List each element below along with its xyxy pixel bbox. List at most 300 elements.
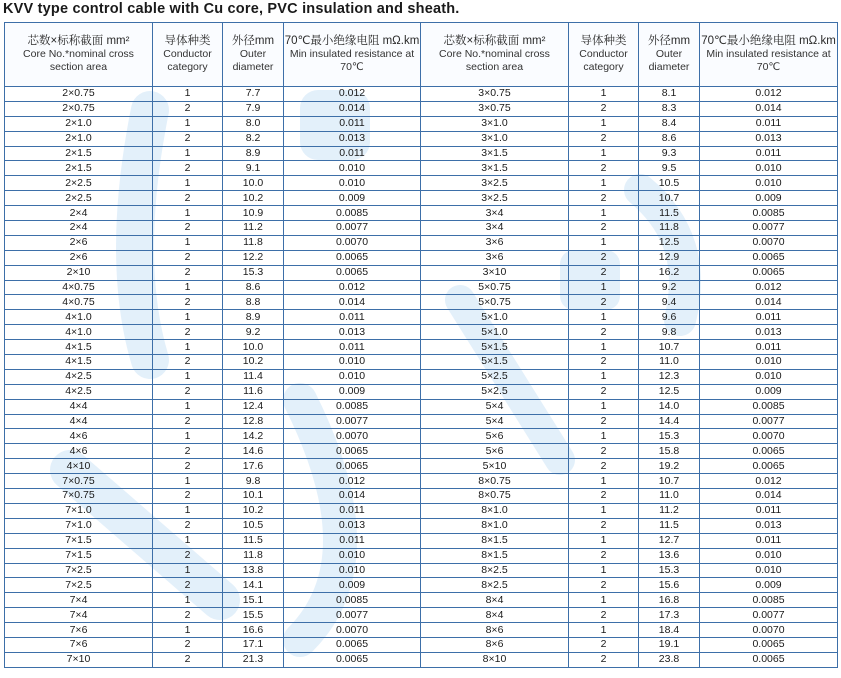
table-cell: 0.0065 (284, 637, 421, 652)
table-cell: 15.5 (223, 608, 284, 623)
table-cell: 1 (569, 369, 639, 384)
table-cell: 0.0065 (700, 250, 838, 265)
table-cell: 2×2.5 (5, 176, 153, 191)
table-body (5, 87, 838, 668)
table-cell: 4×4 (5, 414, 153, 429)
table-cell: 0.011 (284, 533, 421, 548)
table-cell: 1 (569, 87, 639, 102)
table-cell: 2 (153, 265, 223, 280)
table-cell: 13.6 (639, 548, 700, 563)
column-header-zh: 芯数×标称截面 mm² (27, 35, 130, 47)
table-cell: 0.010 (700, 161, 838, 176)
table-cell: 7.9 (223, 101, 284, 116)
table-row (5, 414, 838, 429)
table-cell: 0.0070 (700, 235, 838, 250)
table-cell: 19.2 (639, 459, 700, 474)
table-cell: 14.6 (223, 444, 284, 459)
table-cell: 7×4 (5, 593, 153, 608)
table-cell: 7×1.5 (5, 533, 153, 548)
table-cell: 8.4 (639, 116, 700, 131)
table-cell: 2 (569, 265, 639, 280)
table-cell: 8.9 (223, 310, 284, 325)
table-cell: 0.010 (700, 369, 838, 384)
table-cell: 11.8 (223, 235, 284, 250)
table-cell: 0.0077 (700, 414, 838, 429)
table-cell: 7×0.75 (5, 489, 153, 504)
table-row (5, 533, 838, 548)
table-cell: 3×10 (421, 265, 569, 280)
table-cell: 16.6 (223, 623, 284, 638)
table-row (5, 623, 838, 638)
table-cell: 5×4 (421, 414, 569, 429)
table-cell: 11.2 (223, 221, 284, 236)
table-cell: 0.010 (284, 355, 421, 370)
table-cell: 11.8 (639, 221, 700, 236)
table-cell: 11.8 (223, 548, 284, 563)
table-cell: 1 (153, 369, 223, 384)
table-cell: 0.009 (700, 578, 838, 593)
table-cell: 2 (569, 414, 639, 429)
table-cell: 0.011 (284, 310, 421, 325)
table-cell: 9.2 (223, 325, 284, 340)
table-cell: 4×1.5 (5, 355, 153, 370)
table-cell: 10.2 (223, 191, 284, 206)
table-row (5, 369, 838, 384)
table-cell: 3×2.5 (421, 191, 569, 206)
table-cell: 2 (153, 608, 223, 623)
table-cell: 0.012 (700, 474, 838, 489)
table-cell: 1 (153, 503, 223, 518)
table-cell: 0.009 (284, 191, 421, 206)
table-row (5, 310, 838, 325)
table-cell: 0.0077 (284, 608, 421, 623)
table-cell: 1 (569, 429, 639, 444)
table-cell: 14.2 (223, 429, 284, 444)
table-row (5, 578, 838, 593)
table-cell: 1 (153, 116, 223, 131)
table-cell: 1 (153, 340, 223, 355)
column-header-zh: 外径mm (231, 35, 275, 47)
table-cell: 10.5 (223, 518, 284, 533)
table-cell: 3×0.75 (421, 87, 569, 102)
table-row (5, 250, 838, 265)
table-cell: 15.3 (639, 429, 700, 444)
table-cell: 1 (153, 533, 223, 548)
table-cell: 2×1.0 (5, 131, 153, 146)
table-cell: 1 (569, 593, 639, 608)
table-cell: 10.7 (639, 340, 700, 355)
table-cell: 0.011 (700, 116, 838, 131)
table-cell: 21.3 (223, 652, 284, 667)
table-cell: 0.010 (284, 176, 421, 191)
table-cell: 15.6 (639, 578, 700, 593)
table-cell: 10.2 (223, 355, 284, 370)
table-cell: 2 (569, 608, 639, 623)
table-cell: 1 (153, 235, 223, 250)
table-cell: 2×10 (5, 265, 153, 280)
table-cell: 10.7 (639, 474, 700, 489)
table-cell: 5×0.75 (421, 280, 569, 295)
table-cell: 0.010 (700, 176, 838, 191)
column-header (153, 23, 223, 87)
table-cell: 11.0 (639, 489, 700, 504)
table-cell: 8.2 (223, 131, 284, 146)
table-cell: 0.0070 (700, 429, 838, 444)
table-cell: 5×6 (421, 444, 569, 459)
table-cell: 3×1.0 (421, 131, 569, 146)
table-cell: 10.7 (639, 191, 700, 206)
table-cell: 10.2 (223, 503, 284, 518)
table-cell: 5×0.75 (421, 295, 569, 310)
table-cell: 11.2 (639, 503, 700, 518)
table-cell: 14.0 (639, 399, 700, 414)
table-cell: 12.7 (639, 533, 700, 548)
column-header (223, 23, 284, 87)
table-cell: 0.012 (284, 280, 421, 295)
column-header-zh: 导体种类 (164, 35, 211, 47)
table-cell: 0.0085 (284, 399, 421, 414)
table-cell: 0.014 (700, 489, 838, 504)
table-row (5, 101, 838, 116)
table-cell: 11.5 (639, 518, 700, 533)
table-cell: 8.6 (223, 280, 284, 295)
table-cell: 15.3 (223, 265, 284, 280)
table-cell: 2 (153, 191, 223, 206)
table-row (5, 563, 838, 578)
table-cell: 8×1.0 (421, 518, 569, 533)
table-cell: 10.1 (223, 489, 284, 504)
table-row (5, 146, 838, 161)
table-cell: 0.0065 (284, 444, 421, 459)
column-header-en: Core No.*nominal cross section area (439, 48, 550, 73)
column-header (569, 23, 639, 87)
table-cell: 9.3 (639, 146, 700, 161)
table-cell: 0.011 (700, 533, 838, 548)
table-cell: 23.8 (639, 652, 700, 667)
table-cell: 2 (569, 518, 639, 533)
table-cell: 5×1.5 (421, 355, 569, 370)
column-header-en: Outer diameter (232, 48, 274, 73)
table-cell: 10.0 (223, 340, 284, 355)
table-cell: 4×4 (5, 399, 153, 414)
table-cell: 2 (569, 548, 639, 563)
table-cell: 0.012 (284, 474, 421, 489)
table-cell: 2 (153, 518, 223, 533)
table-cell: 2×6 (5, 235, 153, 250)
table-cell: 15.1 (223, 593, 284, 608)
table-cell: 2 (153, 444, 223, 459)
table-cell: 2 (153, 295, 223, 310)
table-row (5, 295, 838, 310)
table-cell: 1 (153, 563, 223, 578)
table-cell: 11.0 (639, 355, 700, 370)
table-cell: 9.6 (639, 310, 700, 325)
table-cell: 5×2.5 (421, 369, 569, 384)
table-row (5, 637, 838, 652)
table-cell: 1 (153, 87, 223, 102)
table-cell: 9.5 (639, 161, 700, 176)
table-row (5, 131, 838, 146)
table-cell: 0.011 (700, 503, 838, 518)
table-cell: 0.013 (284, 518, 421, 533)
table-cell: 2 (569, 637, 639, 652)
table-cell: 18.4 (639, 623, 700, 638)
table-cell: 1 (153, 146, 223, 161)
table-cell: 7×6 (5, 623, 153, 638)
table-cell: 7×1.0 (5, 503, 153, 518)
table-cell: 11.5 (223, 533, 284, 548)
table-cell: 10.5 (639, 176, 700, 191)
table-cell: 0.0077 (700, 608, 838, 623)
table-cell: 2 (153, 131, 223, 146)
table-cell: 8×1.0 (421, 503, 569, 518)
table-cell: 3×4 (421, 221, 569, 236)
table-cell: 2 (569, 384, 639, 399)
table-cell: 2×1.0 (5, 116, 153, 131)
table-cell: 5×6 (421, 429, 569, 444)
table-row (5, 191, 838, 206)
table-cell: 2 (569, 652, 639, 667)
table-cell: 1 (153, 206, 223, 221)
table-cell: 2 (153, 652, 223, 667)
table-cell: 0.0065 (284, 250, 421, 265)
table-cell: 11.5 (639, 206, 700, 221)
table-cell: 10.0 (223, 176, 284, 191)
table-cell: 12.8 (223, 414, 284, 429)
table-cell: 8.6 (639, 131, 700, 146)
table-cell: 9.1 (223, 161, 284, 176)
table-cell: 8×10 (421, 652, 569, 667)
table-cell: 1 (569, 146, 639, 161)
table-cell: 7×0.75 (5, 474, 153, 489)
table-cell: 8×4 (421, 593, 569, 608)
table-cell: 11.6 (223, 384, 284, 399)
table-cell: 3×4 (421, 206, 569, 221)
column-header-en: Min insulated resistance at 70℃ (289, 48, 415, 73)
table-cell: 8×4 (421, 608, 569, 623)
table-cell: 0.014 (284, 489, 421, 504)
table-cell: 1 (153, 623, 223, 638)
table-cell: 0.013 (284, 131, 421, 146)
table-cell: 4×1.0 (5, 325, 153, 340)
table-cell: 2 (153, 578, 223, 593)
table-cell: 1 (153, 593, 223, 608)
table-cell: 10.9 (223, 206, 284, 221)
table-cell: 2 (569, 161, 639, 176)
table-cell: 0.011 (700, 146, 838, 161)
table-cell: 2 (153, 161, 223, 176)
table-cell: 2 (153, 637, 223, 652)
table-cell: 0.010 (700, 548, 838, 563)
table-row (5, 444, 838, 459)
table-cell: 3×6 (421, 250, 569, 265)
table-cell: 14.4 (639, 414, 700, 429)
table-cell: 0.011 (284, 340, 421, 355)
table-cell: 15.3 (639, 563, 700, 578)
table-cell: 4×2.5 (5, 369, 153, 384)
table-cell: 1 (153, 310, 223, 325)
table-cell: 0.009 (284, 578, 421, 593)
table-cell: 0.0065 (284, 459, 421, 474)
table-row (5, 518, 838, 533)
table-cell: 2 (569, 191, 639, 206)
table-cell: 2 (569, 131, 639, 146)
table-cell: 2 (569, 101, 639, 116)
table-cell: 0.0065 (700, 652, 838, 667)
table-row (5, 652, 838, 667)
table-cell: 2 (153, 101, 223, 116)
table-row (5, 176, 838, 191)
table-cell: 0.010 (284, 548, 421, 563)
table-cell: 17.6 (223, 459, 284, 474)
table-cell: 0.0070 (284, 623, 421, 638)
table-cell: 8.1 (639, 87, 700, 102)
table-cell: 0.0085 (700, 399, 838, 414)
table-cell: 2 (153, 355, 223, 370)
table-cell: 7×2.5 (5, 563, 153, 578)
table-cell: 2 (153, 250, 223, 265)
table-row (5, 548, 838, 563)
table-cell: 8.9 (223, 146, 284, 161)
table-cell: 3×2.5 (421, 176, 569, 191)
column-header (421, 23, 569, 87)
table-cell: 3×1.5 (421, 146, 569, 161)
table-cell: 0.012 (700, 280, 838, 295)
table-cell: 2×1.5 (5, 161, 153, 176)
table-cell: 1 (569, 310, 639, 325)
table-cell: 1 (153, 176, 223, 191)
table-cell: 1 (569, 533, 639, 548)
table-cell: 1 (569, 399, 639, 414)
table-cell: 0.011 (284, 146, 421, 161)
spec-table-container (4, 22, 837, 668)
table-cell: 5×1.0 (421, 310, 569, 325)
table-cell: 5×2.5 (421, 384, 569, 399)
table-cell: 0.0065 (700, 459, 838, 474)
table-row (5, 161, 838, 176)
table-cell: 1 (569, 116, 639, 131)
table-cell: 0.013 (284, 325, 421, 340)
table-cell: 0.014 (284, 101, 421, 116)
table-cell: 0.009 (700, 191, 838, 206)
table-cell: 4×10 (5, 459, 153, 474)
table-cell: 1 (569, 474, 639, 489)
table-cell: 12.5 (639, 235, 700, 250)
table-cell: 0.0065 (700, 637, 838, 652)
table-cell: 17.1 (223, 637, 284, 652)
table-cell: 1 (153, 429, 223, 444)
table-cell: 2 (153, 489, 223, 504)
table-row (5, 340, 838, 355)
table-cell: 13.8 (223, 563, 284, 578)
table-cell: 12.5 (639, 384, 700, 399)
table-cell: 8×6 (421, 623, 569, 638)
column-header (639, 23, 700, 87)
table-cell: 0.014 (700, 101, 838, 116)
table-cell: 0.010 (284, 369, 421, 384)
page-title: KVV type control cable with Cu core, PVC insulation and sheath. (3, 1, 460, 17)
table-cell: 7.7 (223, 87, 284, 102)
table-cell: 19.1 (639, 637, 700, 652)
table-row (5, 87, 838, 102)
table-cell: 7×2.5 (5, 578, 153, 593)
table-cell: 8×1.5 (421, 533, 569, 548)
table-cell: 14.1 (223, 578, 284, 593)
column-header-en: Outer diameter (648, 48, 690, 73)
table-cell: 7×1.5 (5, 548, 153, 563)
table-cell: 5×10 (421, 459, 569, 474)
table-cell: 0.0070 (284, 429, 421, 444)
table-cell: 3×6 (421, 235, 569, 250)
table-cell: 0.013 (700, 325, 838, 340)
table-cell: 0.0085 (284, 206, 421, 221)
table-cell: 1 (569, 563, 639, 578)
table-cell: 0.012 (284, 87, 421, 102)
table-cell: 0.0077 (284, 414, 421, 429)
table-cell: 2×0.75 (5, 101, 153, 116)
table-cell: 1 (569, 235, 639, 250)
table-cell: 0.012 (700, 87, 838, 102)
table-row (5, 489, 838, 504)
table-cell: 2 (569, 459, 639, 474)
table-row (5, 325, 838, 340)
table-cell: 4×6 (5, 429, 153, 444)
column-header-zh: 导体种类 (580, 35, 627, 47)
table-cell: 2 (569, 578, 639, 593)
table-row (5, 206, 838, 221)
table-cell: 0.0070 (284, 235, 421, 250)
table-cell: 1 (569, 503, 639, 518)
table-cell: 2 (153, 414, 223, 429)
column-header-en: Min insulated resistance at 70℃ (706, 48, 831, 73)
table-cell: 8×2.5 (421, 578, 569, 593)
table-cell: 8×6 (421, 637, 569, 652)
table-cell: 2 (153, 221, 223, 236)
table-cell: 2×4 (5, 206, 153, 221)
column-header-zh: 芯数×标称截面 mm² (443, 35, 546, 47)
table-cell: 12.2 (223, 250, 284, 265)
table-cell: 7×4 (5, 608, 153, 623)
table-cell: 1 (153, 280, 223, 295)
table-cell: 2×1.5 (5, 146, 153, 161)
column-header-zh: 外径mm (647, 35, 691, 47)
table-cell: 2 (153, 384, 223, 399)
table-row (5, 280, 838, 295)
table-cell: 15.8 (639, 444, 700, 459)
table-cell: 9.8 (223, 474, 284, 489)
table-cell: 11.4 (223, 369, 284, 384)
table-row (5, 608, 838, 623)
table-cell: 12.9 (639, 250, 700, 265)
table-row (5, 474, 838, 489)
table-cell: 3×1.0 (421, 116, 569, 131)
table-row (5, 399, 838, 414)
table-cell: 0.010 (700, 355, 838, 370)
table-cell: 1 (569, 280, 639, 295)
kvv-spec-table (4, 22, 838, 668)
table-cell: 0.011 (700, 310, 838, 325)
table-cell: 4×0.75 (5, 295, 153, 310)
table-cell: 0.013 (700, 131, 838, 146)
table-cell: 2×4 (5, 221, 153, 236)
column-header (284, 23, 421, 87)
table-cell: 0.0065 (700, 444, 838, 459)
table-cell: 1 (153, 474, 223, 489)
table-cell: 2 (569, 221, 639, 236)
table-cell: 2 (153, 548, 223, 563)
column-header (5, 23, 153, 87)
column-header-en: Conductor category (579, 48, 628, 73)
